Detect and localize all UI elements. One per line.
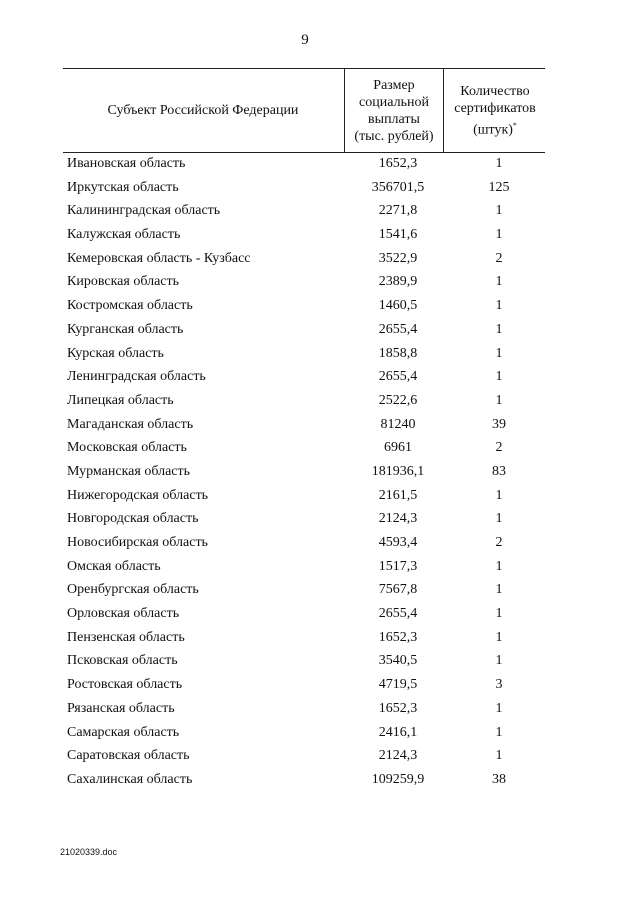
certificates-count: 2: [495, 250, 503, 266]
document-filename: 21020339.doc: [60, 847, 118, 857]
table-row: [63, 674, 545, 698]
region-name: Липецкая область: [67, 392, 174, 408]
payment-value: 6961: [384, 440, 412, 456]
header-certs-line: сертификатов: [454, 100, 536, 116]
header-certs-line: [454, 117, 536, 139]
region-name: Рязанская область: [67, 700, 175, 716]
payment-value: 4719,5: [378, 677, 418, 693]
payment-value: 1652,3: [378, 700, 418, 716]
header-certs-unit: (штук): [473, 122, 513, 138]
certificates-count: 1: [495, 487, 503, 503]
certificates-count: 1: [495, 748, 503, 764]
payment-value: 7567,8: [378, 582, 418, 598]
table-body: [63, 153, 545, 793]
certificates-count: 2: [495, 440, 503, 456]
table-row: [63, 200, 545, 224]
region-name: Магаданская область: [67, 416, 194, 432]
table-header: [63, 68, 545, 153]
region-name: Калининградская область: [67, 203, 221, 219]
region-name: Самарская область: [67, 724, 180, 740]
payment-value: 1517,3: [378, 558, 418, 574]
certificates-count: 1: [495, 606, 503, 622]
payment-value: 1652,3: [378, 156, 418, 171]
region-name: Ростовская область: [67, 677, 183, 693]
certificates-count: 1: [495, 724, 503, 740]
region-name: Псковская область: [67, 653, 178, 669]
region-name: Новгородская область: [67, 511, 199, 527]
region-name: Нижегородская область: [67, 487, 209, 503]
payment-value: 2416,1: [378, 724, 418, 740]
region-name: Иркутская область: [67, 179, 179, 195]
header-certs-line: Количество: [460, 83, 530, 99]
region-name: Московская область: [67, 440, 187, 456]
region-name: Оренбургская область: [67, 582, 199, 598]
region-name: Сахалинская область: [67, 771, 193, 787]
payment-value: 4593,4: [378, 535, 418, 550]
certificates-count: 1: [495, 298, 503, 314]
header-payment-line: социальной: [359, 94, 429, 110]
table-row: [63, 248, 545, 272]
region-name: Курская область: [67, 345, 164, 361]
region-name: Костромская область: [67, 298, 193, 314]
region-name: Калужская область: [67, 227, 181, 243]
payment-value: 1460,5: [378, 298, 418, 314]
certificates-count: 1: [495, 369, 503, 385]
payment-value: 2389,9: [378, 274, 418, 290]
table-row: [63, 390, 545, 414]
table-row: [63, 650, 545, 674]
certificates-count: 1: [495, 227, 503, 243]
certificates-count: 1: [495, 321, 503, 337]
table-row: [63, 366, 545, 390]
header-payment: [344, 69, 443, 152]
certificates-count: 1: [495, 274, 503, 290]
payment-value: 2271,8: [378, 203, 418, 219]
payment-value: 2124,3: [378, 511, 418, 527]
table-row: [63, 745, 545, 769]
payment-value: 2522,6: [378, 392, 418, 408]
table-row: [63, 271, 545, 295]
certificates-count: 2: [495, 535, 503, 550]
payment-value: 2655,4: [378, 321, 418, 337]
table-row: [63, 722, 545, 746]
header-payment-line: (тыс. рублей): [354, 128, 434, 144]
region-name: Мурманская область: [67, 463, 191, 479]
table-row: [63, 508, 545, 532]
table-row: [63, 177, 545, 201]
payment-value: 2655,4: [378, 606, 418, 622]
certificates-count: 1: [495, 156, 503, 171]
certificates-count: 39: [492, 416, 506, 432]
header-payment-line: выплаты: [368, 111, 420, 127]
table-row: [63, 437, 545, 461]
payment-value: 3540,5: [378, 653, 418, 669]
page-number: 9: [301, 32, 309, 48]
certificates-count: 3: [495, 677, 503, 693]
table-row: [63, 461, 545, 485]
table-row: [63, 769, 545, 793]
payment-value: 2161,5: [378, 487, 418, 503]
region-name: Новосибирская область: [67, 535, 208, 550]
certificates-count: 1: [495, 558, 503, 574]
region-name: Кемеровская область - Кузбасс: [67, 250, 251, 266]
payment-value: 2124,3: [378, 748, 418, 764]
table-row: [63, 698, 545, 722]
payment-value: 1652,3: [378, 629, 418, 645]
footnote-mark: *: [512, 120, 517, 130]
certificates-count: 1: [495, 203, 503, 219]
table-row: [63, 603, 545, 627]
region-name: Пензенская область: [67, 629, 185, 645]
certificates-count: 1: [495, 582, 503, 598]
payment-value: 1541,6: [378, 227, 418, 243]
certificates-count: 1: [495, 653, 503, 669]
certificates-count: 125: [488, 179, 510, 195]
header-payment-line: Размер: [373, 77, 415, 93]
certificates-count: 83: [492, 463, 506, 479]
table-row: [63, 414, 545, 438]
region-name: Кировская область: [67, 274, 180, 290]
region-name: Ивановская область: [67, 156, 186, 171]
table-row: [63, 319, 545, 343]
table-row: [63, 579, 545, 603]
payment-value: 1858,8: [378, 345, 418, 361]
region-name: Орловская область: [67, 606, 180, 622]
payment-value: 81240: [380, 416, 416, 432]
region-name: Саратовская область: [67, 748, 190, 764]
table-row: [63, 627, 545, 651]
header-certificates: [443, 69, 546, 152]
table-row: [63, 224, 545, 248]
table-row: [63, 532, 545, 556]
certificates-count: 1: [495, 392, 503, 408]
payment-value: 181936,1: [371, 463, 425, 479]
certificates-count: 1: [495, 700, 503, 716]
table-row: [63, 556, 545, 580]
payment-value: 109259,9: [371, 771, 425, 787]
payment-value: 3522,9: [378, 250, 418, 266]
certificates-count: 38: [492, 771, 506, 787]
region-name: Омская область: [67, 558, 161, 574]
certificates-count: 1: [495, 629, 503, 645]
payment-value: 356701,5: [371, 179, 425, 195]
region-name: Ленинградская область: [67, 369, 206, 385]
certificates-count: 1: [495, 345, 503, 361]
region-name: Курганская область: [67, 321, 184, 337]
certificates-count: 1: [495, 511, 503, 527]
table-row: [63, 295, 545, 319]
header-subject: Субъект Российской Федерации: [107, 102, 299, 118]
table-row: [63, 153, 545, 177]
table-row: [63, 485, 545, 509]
payment-value: 2655,4: [378, 369, 418, 385]
table-row: [63, 343, 545, 367]
